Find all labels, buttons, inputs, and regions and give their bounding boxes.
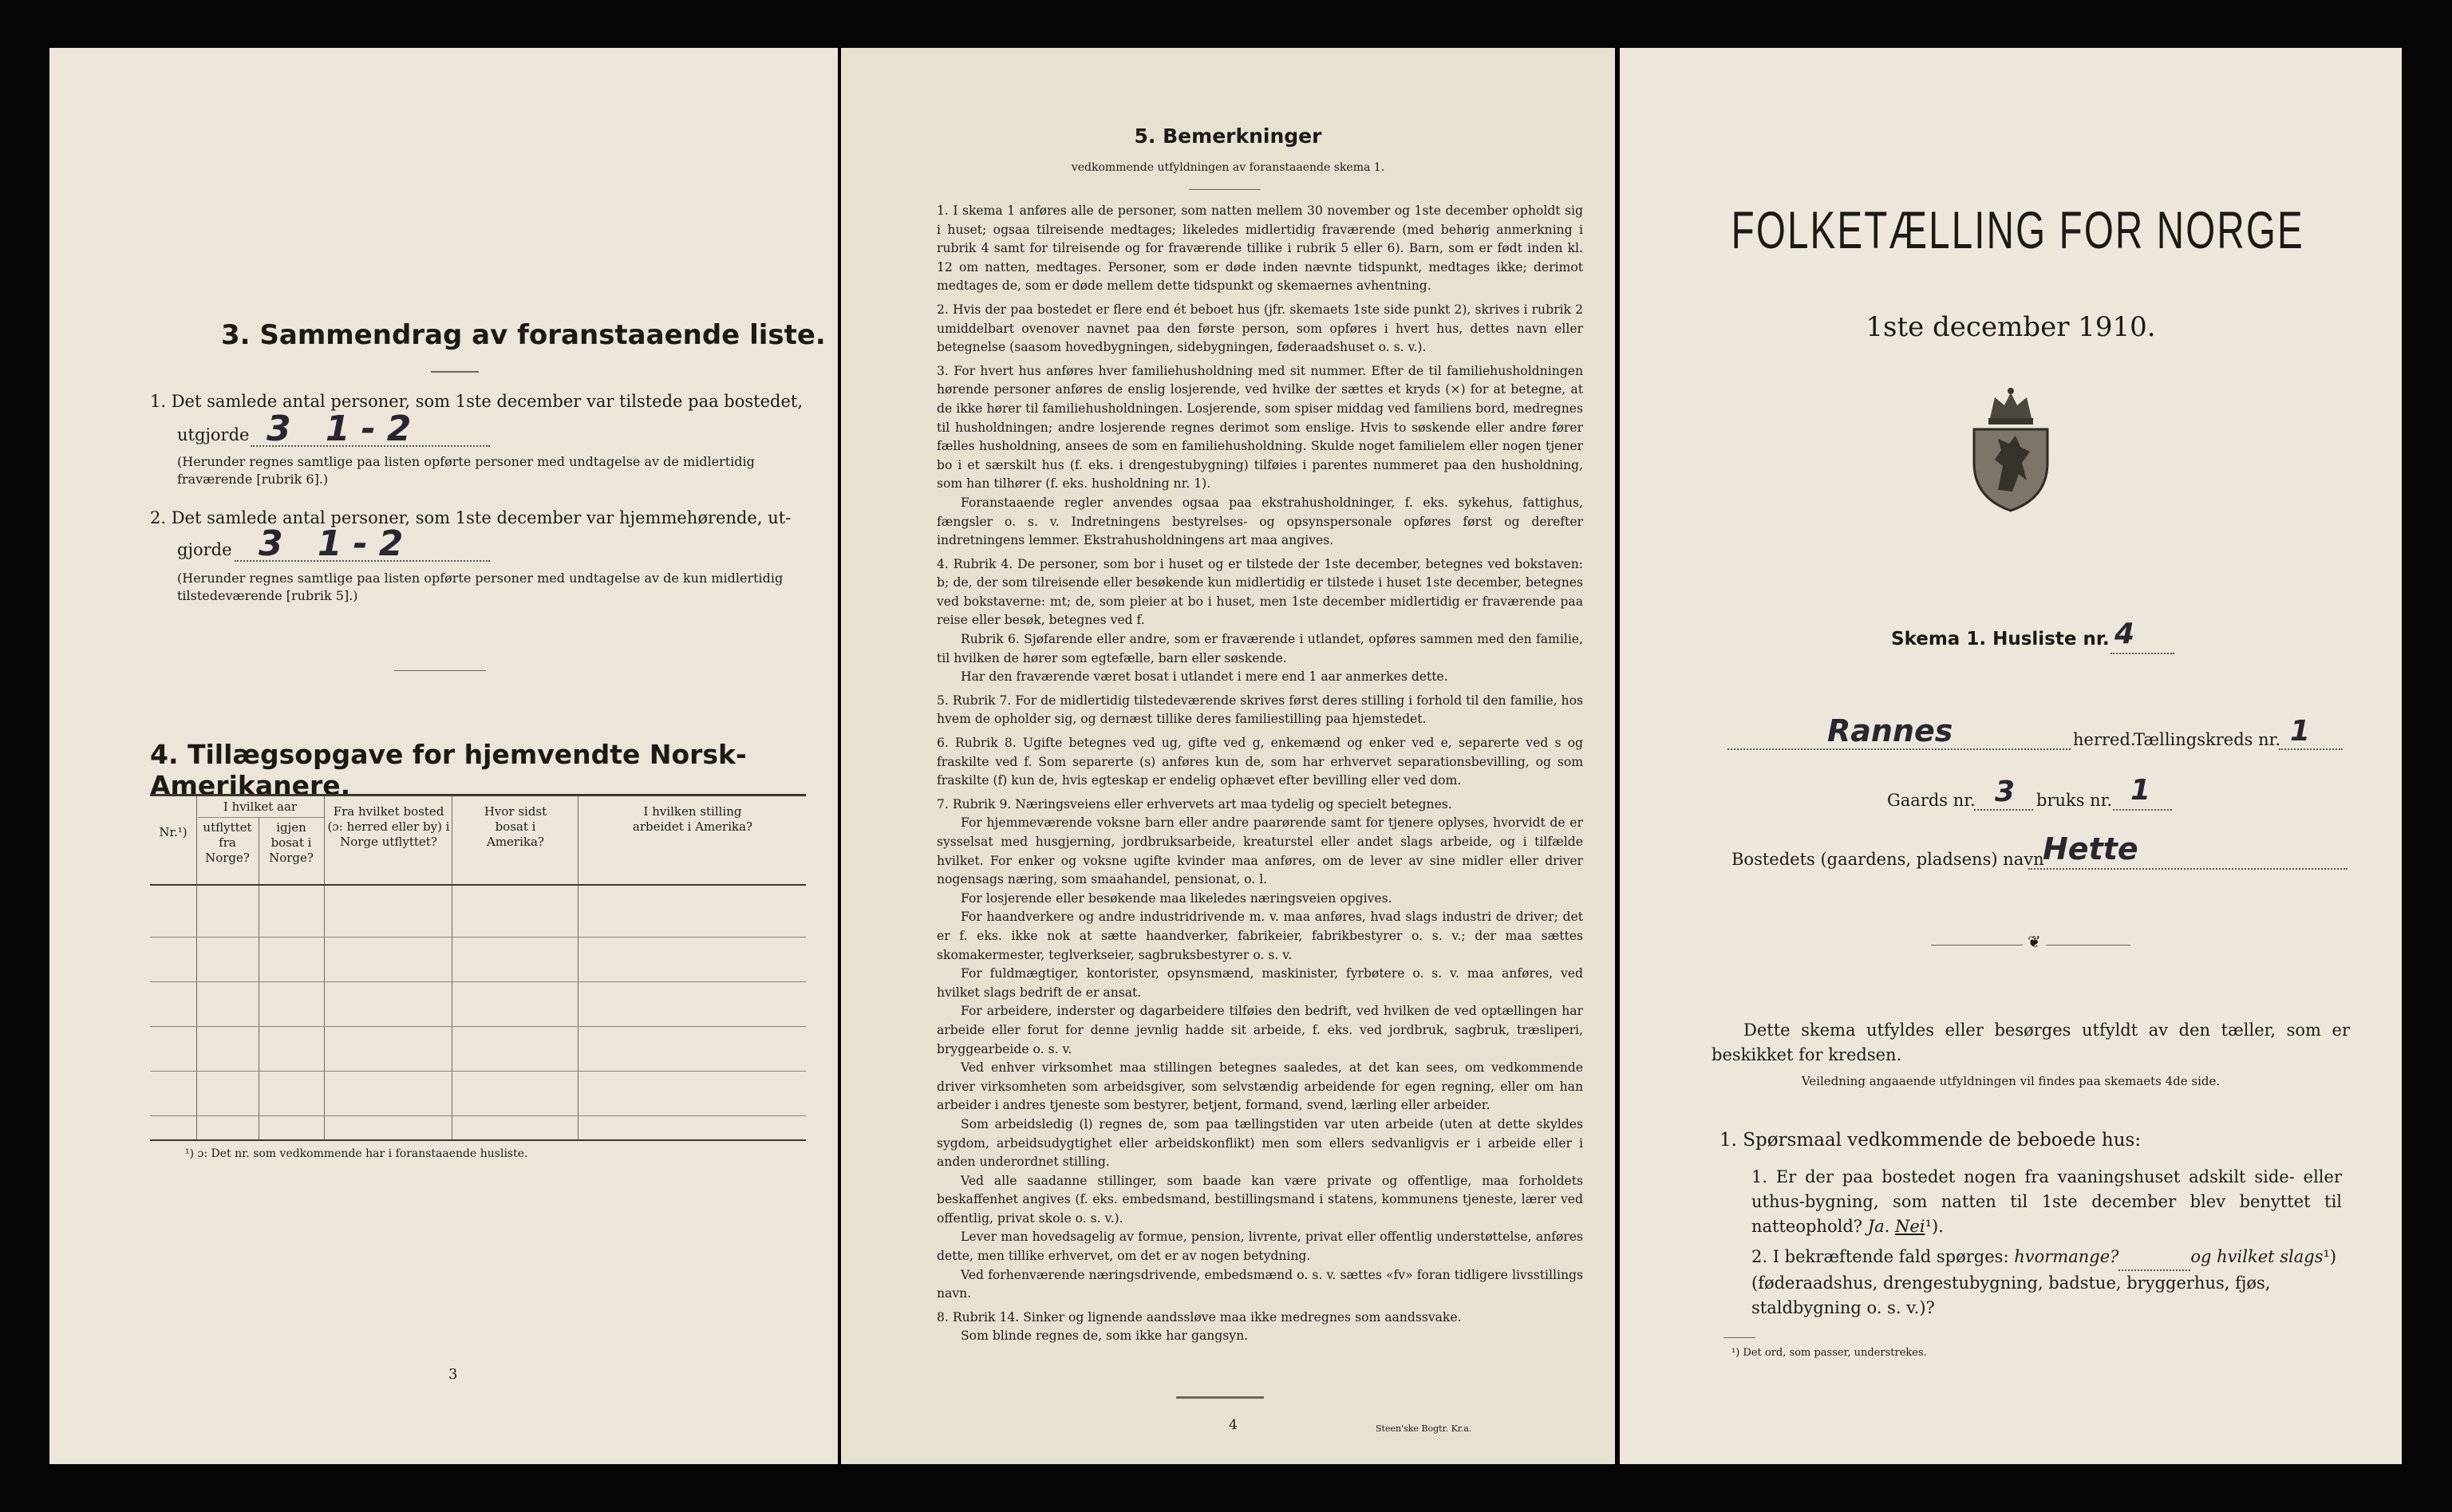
divider [431,371,479,373]
census-date: 1ste december 1910. [1866,311,2156,343]
husliste-nr: 4 [2114,618,2135,650]
question-2: 2. I bekræftende fald spørges: hvormange? og hvilket slags¹) (føderaadshus, drengestubygning, badstue, bryggerhus, fjøs, staldbygning o. s. v.)? [1751,1245,2342,1321]
remark-8b: Som blinde regnes de, som ikke har gangsyn. [961,1328,1249,1344]
remark-7: 7. Rubrik 9. Næringsveiens eller erhvervets art maa tydelig og specielt betegnes. [937,796,1452,811]
q1-sup: ¹). [1925,1217,1944,1236]
instruction: Dette skema utfyldes eller besørges utfyldt av den tæller, som er beskikket for kredsen. [1712,1021,2350,1064]
main-title-wrap [1620,199,2402,260]
remark-3: 3. For hvert hus anføres hver familiehusholdning med sit nummer. Efter de til familiehusholdningen hørende personer anføres de enslig losjerende, ved hvilke der sættes et kryds (×) for at betegne, at de ikke hører til familiehusholdningen. Losjerende, som spiser middag ved familiens bord, medregnes til husholdningen; andre losjerende regnes derimot som enslige. Hvis to søskende eller andre fører fælles husholdning, ansees de som en familiehusholdning. Skulde noget familielem eller nogen tjener bo i et særskilt hus (f. eks. i drengestubygning) tilføies i parentes nummeret paa den husholdning, som han tilhører (f. eks. husholdning nr. 1). [937,363,1583,491]
remark-5: 5. Rubrik 7. For de midlertidig tilstedeværende skrives først deres stilling i forhold til den familie, hos hvem de opholder sig, og dernæst tillike deres familiestilling paa hjemstedet. [937,693,1583,727]
skema-label: Skema 1. Husliste nr. [1891,629,2110,649]
middle-page [841,48,1615,1464]
veiledning: Veiledning angaaende utfyldningen vil findes paa skemaets 4de side. [1801,1074,2221,1088]
remark-7i: Lever man hovedsagelig av formue, pension, livrente, privat eller offentlig understøttelse, anføres dette, men tillike erhvervet, om det er av nogen betydning. [937,1230,1583,1264]
divider [1189,189,1261,190]
section3-q2: 2. Det samlede antal personer, som 1ste december var hjemmehørende, ut- [150,508,792,527]
remark-7j: Ved forhenværende næringsdrivende, embedsmænd o. s. v. sættes «fv» foran tidligere livsstillings navn. [937,1267,1583,1301]
gaards-line [1974,809,2033,811]
remark-7b: For losjerende eller besøkende maa likeledes næringsveien opgives. [961,890,1392,906]
remark-7g: Som arbeidsledig (l) regnes de, som paa tællingstiden var uten arbeide (uten at dette skyldes sygdom, arbeidsudygtighet eller arbeidskonflikt) men som ellers sedvanligvis er i arbeide eller i anden underordnet stilling. [937,1116,1583,1170]
question-heading: 1. Spørsmaal vedkommende de beboede hus: [1720,1130,2142,1151]
ornament-icon: ❦ [2023,932,2046,951]
question-1: 1. Er der paa bostedet nogen fra vaaningshuset adskilt side- eller uthus-bygning, som natten til 1ste december blev benyttet til natteophold? Ja. Nei¹). [1751,1167,2342,1236]
remark-7c: For haandverkere og andre industridrivende m. v. maa anføres, hvad slags industri de driver; det er f. eks. ikke nok at sætte haandverker, fabrikeier, fabrikbestyrer o. s. v.; der maa sættes skomakermester, teglverkseier, sagbruksbestyrer o. s. v. [937,910,1583,962]
remark-8: 8. Rubrik 14. Sinker og lignende aandssløve maa ikke medregnes som aandssvake. [937,1309,1462,1324]
q2-prefix: gjorde [177,540,232,559]
remark-4c: Har den fraværende været bosat i utlandet i mere end 1 aar anmerkes dette. [961,669,1448,685]
remark-3b: Foranstaaende regler anvendes ogsaa paa ekstrahusholdninger, f. eks. sykehus, fattighus, fængsler o. s. v. Indretningens bestyrelses- og opsynspersonale opføres først og derefter indretningens lemmer. Ekstrahusholdningens art maa angives. [937,495,1583,548]
gaards-label: Gaards nr. [1887,791,1976,810]
remarks-title: 5. Bemerkninger [1134,124,1322,148]
q1-answer: Nei [1895,1217,1925,1236]
page-number: 3 [448,1366,458,1383]
remarks-subtitle: vedkommende utfyldningen av foranstaaende skema 1. [1071,161,1385,174]
remark-7a: For hjemmeværende voksne barn eller andre paarørende samt for tjenere oplyses, hvorvidt de er sysselsat med husgjerning, jordbruksarbeide, kreaturstel eller andet slags arbeide, og i tilfælde hvilket. For enker og voksne ugifte kvinder maa anføres, om de lever av sine midler eller driver nogensags næring, som smaahandel, pensionat, o. l. [937,815,1583,887]
section3-title: 3. Sammendrag av foranstaaende liste. [221,319,826,351]
main-title: FOLKETÆLLING FOR NORGE [1731,200,2304,259]
divider [1724,1337,1755,1338]
q1-prefix: utgjorde [177,425,250,444]
left-page [49,48,838,1464]
bosted-value: Hette [2043,831,2138,867]
q2-answer: 3 1-2 [259,523,415,564]
col-igjen: igjen bosat i Norge? [269,820,314,865]
herred-value: Rannes [1827,713,1953,748]
coat-of-arms-icon [1963,386,2059,514]
herred-line [1727,748,2071,750]
bruks-label: bruks nr. [2036,791,2113,810]
printer-mark: Steen'ske Bogtr. Kr.a. [1376,1423,1472,1434]
footnote: ¹) Det ord, som passer, understrekes. [1731,1347,1927,1359]
remarks-body [937,202,1583,1346]
right-page [1620,48,2402,1464]
remark-7h: Ved alle saadanne stillinger, som baade kan være private og offentlige, maa forholdets beskaffenhet angives (f. eks. embedsmand, bestillingsmand i statens, kommunens tjeneste, lærer ved offentlig, privat skole o. s. v.). [937,1173,1583,1226]
husliste-line [2110,653,2174,654]
col-fra-bosted: Fra hvilket bosted (ɔ: herred eller by) i Norge utflyttet? [327,804,450,849]
remark-2: 2. Hvis der paa bostedet er flere end ét beboet hus (jfr. skemaets 1ste side punkt 2), skrives i rubrik 2 umiddelbart ovenover navnet paa den første person, som opføres i hvert hus, dettes navn eller betegnelse (saasom hovedbygningen, sidebygningen, føderaadshuset o. s. v.). [937,302,1583,355]
table-footnote: ¹) ɔ: Det nr. som vedkommende har i foranstaaende husliste. [185,1147,528,1160]
divider [394,670,486,671]
norsk-amerikanere-table [150,794,806,1141]
remark-1: 1. I skema 1 anføres alle de personer, som natten mellem 30 november og 1ste december opholdt sig i huset; ogsaa tilreisende medtages; likeledes midlertidig fraværende (med behørig anmerkning i rubrik 4 samt for tilreisende og for fraværende tillike i rubrik 5 eller 6). Barn, som er født inden kl. 12 om natten, medtages. Personer, som er døde inden nævnte tidspunkt, medtages ikke; derimot medtages de, som er døde mellem dette tidspunkt og skemaernes avhentning. [937,203,1583,294]
col-utflyttet: utflyttet fra Norge? [203,820,252,865]
col-group-year: I hvilket aar [223,799,298,814]
q2-note: (Herunder regnes samtlige paa listen opførte personer med undtagelse av de kun midlertidig tilstedeværende [rubrik 5].) [177,570,784,603]
divider [1176,1396,1264,1399]
section3-q1: 1. Det samlede antal personer, som 1ste december var tilstede paa bostedet, [150,392,804,411]
remark-7f: Ved enhver virksomhet maa stillingen betegnes saaledes, at det kan sees, om vedkommende driver virksomheten som arbeidsgiver, som selvstændig arbeidende for egen regning, eller om han arbeider i andres tjeneste som bestyrer, betjent, formand, svend, lærling eller arbeider. [937,1060,1583,1113]
remark-7e: For arbeidere, inderster og dagarbeidere tilføies den bedrift, ved hvilken de ved optællingen har arbeide eller forut for denne jevnlig hadde sit arbeide, f. eks. ved jordbruk, sagbruk, træsliperi, bryggearbeide o. s. v. [937,1004,1583,1056]
kreds-label: Tællingskreds nr. [2134,730,2281,749]
col-nr: Nr.¹) [159,825,188,839]
q1-answer: 3 1-2 [267,409,423,449]
kreds-value: 1 [2290,715,2311,748]
bosted-label: Bostedets (gaardens, pladsens) navn [1731,850,2044,869]
q1-note: (Herunder regnes samtlige paa listen opførte personer med undtagelse av de midlertidig fraværende [rubrik 6].) [177,454,755,487]
section4-title: 4. Tillægsopgave for hjemvendte Norsk-Amerikanere. [150,739,747,801]
remark-4: 4. Rubrik 4. De personer, som bor i huset og er tilstede der 1ste december, betegnes ved bokstaven: b; de, der som tilreisende eller besøkende kun midlertidig er tilstede i huset 1ste december, betegnes ved bokstaverne: mt; de, som pleier at bo i huset, men 1ste december midlertidig er fraværende paa reise eller besøk, betegnes ved f. [937,556,1583,628]
kreds-line [2279,748,2343,750]
bosted-line [2028,868,2347,870]
page-number: 4 [1229,1417,1238,1433]
col-sidst-bosat: Hvor sidst bosat i Amerika? [484,804,547,849]
remark-6: 6. Rubrik 8. Ugifte betegnes ved ug, gifte ved g, enkemænd og enker ved e, separerte ved s og fraskilte ved f. Som separerte (s) anføres kun de, som har erhvervet separationsbevilling, og som fraskilte (f) kun de, hvis egteskap er endelig ophævet efter bevilling eller ved dom. [937,736,1583,788]
bruks-value: 1 [2130,774,2151,807]
col-stilling: I hvilken stilling arbeidet i Amerika? [632,804,753,834]
q1-option-ja: Ja. [1867,1217,1890,1236]
remark-4b: Rubrik 6. Sjøfarende eller andre, som er fraværende i utlandet, opføres sammen med den familie, til hvilken de hører som egtefælle, barn eller søskende. [937,632,1583,665]
remark-7d: For fuldmægtiger, kontorister, opsynsmænd, maskinister, fyrbøtere o. s. v. maa anføres, ved hvilket slags bedrift de er ansat. [937,966,1583,1000]
herred-label: herred. [2073,730,2136,749]
bruks-line [2113,809,2172,811]
gaards-value: 3 [1995,776,2016,808]
